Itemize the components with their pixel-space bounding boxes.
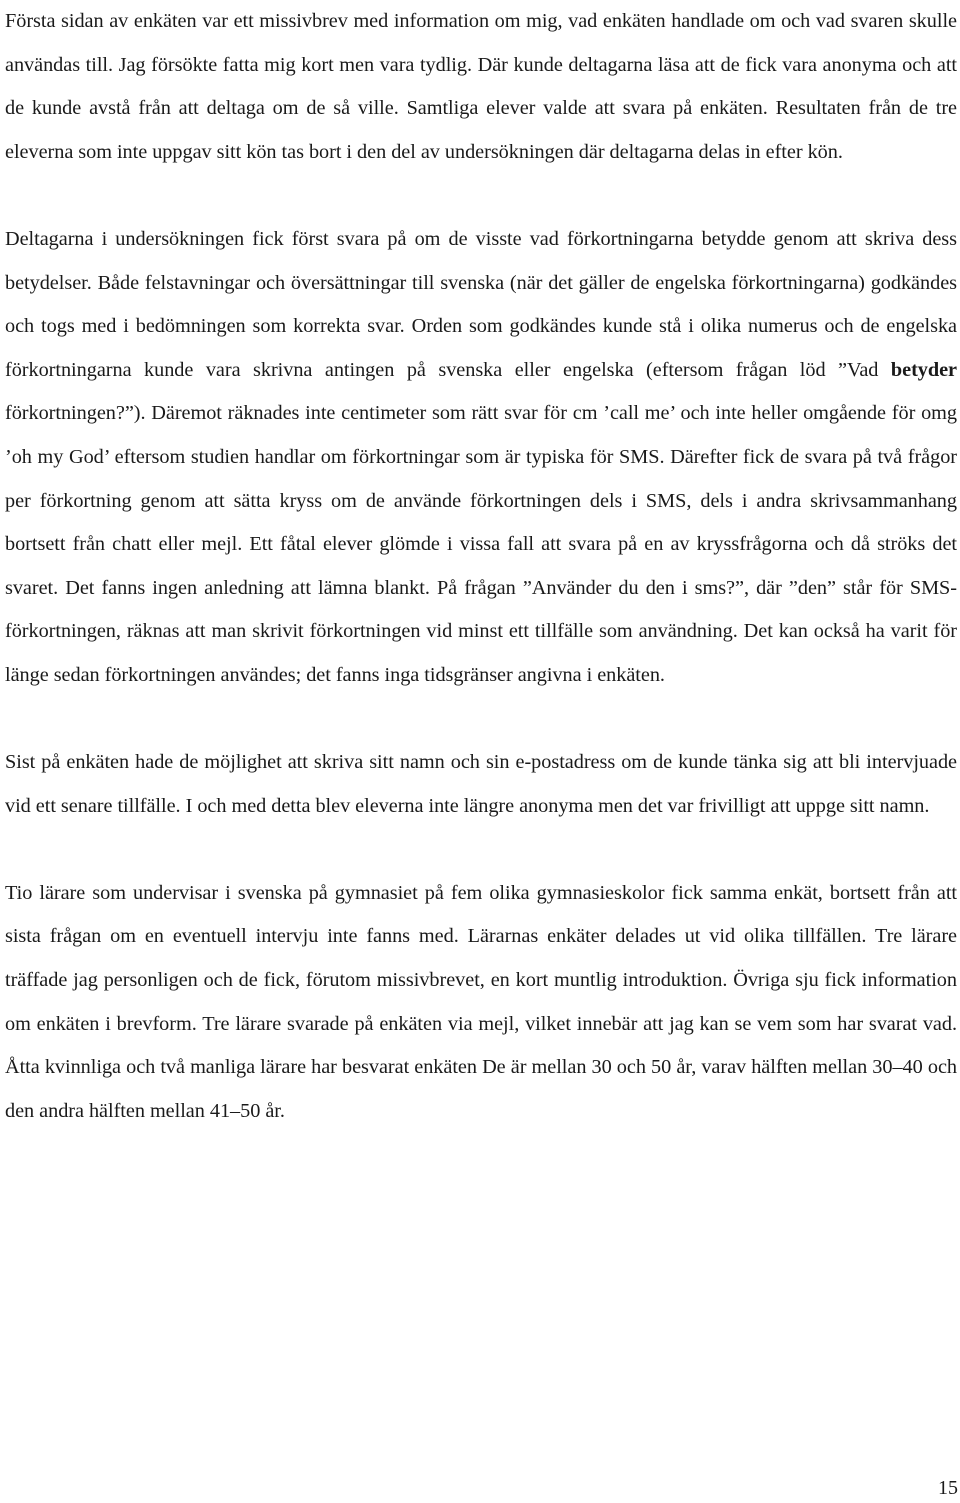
text-run: förkortningen?”). Däremot räknades inte centimeter som rätt svar för cm ’call me’ och inte heller omgående för omg ’oh my God’ eftersom studien handlar om förkortningar som är typiska för SMS. Därefter fick de svara på två frågor per förkortning genom att sätta kryss om de använde förkortningen dels i SMS, dels i andra skrivsammanhang bortsett från chatt eller mejl. Ett fåtal elever glömde i vissa fall att svara på en av kryssfrågorna och då ströks det svaret. Det fanns ingen anledning att lämna blankt. På frågan ”Använder du den i sms?”, där ”den” står för SMS-förkortningen, räknas att man skrivit förkortningen vid minst ett tillfälle som användning. Det kan också ha varit för länge sedan förkortningen användes; det fanns inga tidsgränser angivna i enkäten. <box>5 402 957 686</box>
document-page <box>5 0 957 1133</box>
paragraph-questionnaire-intro <box>5 0 957 174</box>
text-run: Första sidan av enkäten var ett missivbrev med information om mig, vad enkäten handlade om och vad svaren skulle användas till. Jag försökte fatta mig kort men vara tydlig. Där kunde deltagarna läsa att de fick vara anonyma och att de kunde avstå från att deltaga om de så ville. Samtliga elever valde att svara på enkäten. Resultaten från de tre eleverna som inte uppgav sitt kön tas bort i den del av undersökningen där deltagarna delas in efter kön. <box>5 10 957 163</box>
bold-text-run: betyder <box>890 358 957 381</box>
page-number: 15 <box>938 1477 958 1499</box>
text-run: Sist på enkäten hade de möjlighet att skriva sitt namn och sin e-postadress om de kunde tänka sig att bli intervjuade vid ett senare tillfälle. I och med detta blev eleverna inte längre anonyma men det var frivilligt att uppge sitt namn. <box>5 751 957 817</box>
paragraph-contact-details <box>5 741 957 828</box>
text-run: Deltagarna i undersökningen fick först svara på om de visste vad förkortningarna betydde genom att skriva dess betydelser. Både felstavningar och översättningar till svenska (när det gäller de engelska förkortningarna) godkändes och togs med i bedömningen som korrekta svar. Orden som godkändes kunde stå i olika numerus och de engelska förkortningarna kunde vara skrivna antingen på svenska eller engelska (eftersom frågan löd ”Vad <box>5 227 957 381</box>
paragraph-teachers <box>5 872 957 1134</box>
paragraph-abbreviation-questions <box>5 218 957 698</box>
text-run: Tio lärare som undervisar i svenska på gymnasiet på fem olika gymnasieskolor fick samma enkät, bortsett från att sista frågan om en eventuell intervju inte fanns med. Lärarnas enkäter delades ut vid olika tillfällen. Tre lärare träffade jag personligen och de fick, förutom missivbrevet, en kort muntlig introduktion. Övriga sju fick information om enkäten i brevform. Tre lärare svarade på enkäten via mejl, vilket innebär att jag kan se vem som har svarat vad. Åtta kvinnliga och två manliga lärare har besvarat enkäten De är mellan 30 och 50 år, varav hälften mellan 30–40 och den andra hälften mellan 41–50 år. <box>5 881 957 1122</box>
